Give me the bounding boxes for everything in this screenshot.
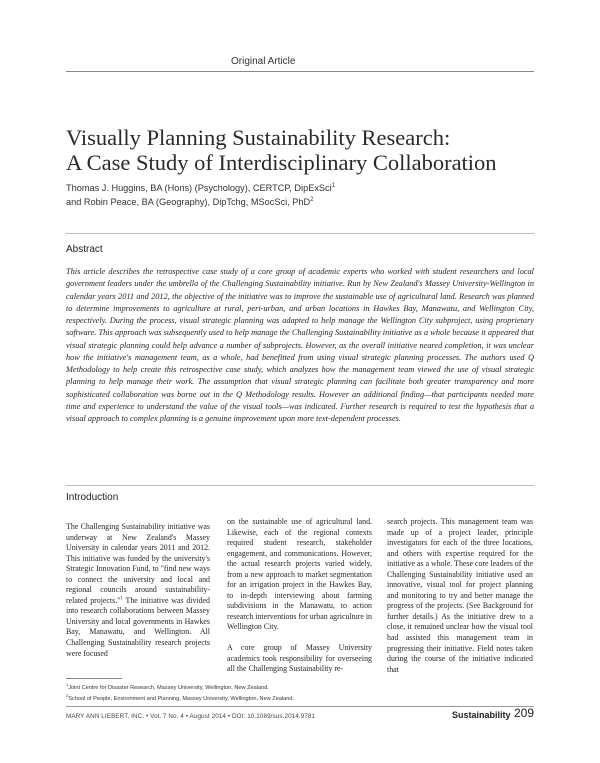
abstract-text: This article describes the retrospective case study of a core group of academic experts who worked with student researchers and local government leaders under the umbrella of the Challenging Sustainability initiative. Run by New Zealand's Massey University-Wellington in calendar years 2011 and 2012, the objective of the initiative was to improve the sustainable use of agricultural land. Research was planned to determine improvements to agriculture at rural, peri-urban, and urban locations in Hawkes Bay, Manawatu, and Wellington City, respectively. During the process, visual strategic planning was adapted to help manage the Wellington City subproject, using proprietary software. This approach was subsequently used to help manage the Challenging Sustainability initiative as a whole because it appeared that visual strategic planning could help advance a number of subprojects. However, as the overall initiative neared completion, it was unclear how the initiative's management team, as a whole, had benefitted from using visual strategic planning processes. The authors used Q Methodology to help create this retrospective case study, which analyzes how the management team viewed the use of visual strategic planning to help manage their work. The assumption that visual strategic planning can facilitate both greater transparency and more sophisticated collaboration was borne out in the Q Methodology results. However an additional finding—that participants needed more time and experience to understand the value of the visual tools—was indicated. Further research is required to test the hypothesis that a visual approach to complex planning is a genuine improvement upon more text-dependent processes. — [66, 267, 534, 423]
author-list — [66, 182, 546, 209]
body-paragraph: on the sustainable use of agricultural land. Likewise, each of the regional contexts required student research, stakeholder engagement, and communications. However, the actual research projects varied widely, from a new approach to market segmentation for an irrigation project in the Hawkes Bay, to in-depth interviewing about farming subdivisions in the Manawatu, to action research interventions for urban agriculture in Wellington City. — [227, 517, 372, 632]
abstract-divider — [66, 233, 534, 234]
footnote-2 — [66, 695, 536, 703]
footer-citation: MARY ANN LIEBERT, INC. • Vol. 7 No. 4 • August 2014 • DOI: 10.1089/sus.2014.9781 — [66, 713, 316, 720]
author-line-2: and Robin Peace, BA (Geography), DipTchg, MSocSci, PhD — [66, 196, 311, 207]
footnote-mark: 1 — [66, 682, 69, 688]
body-column-2 — [227, 517, 372, 675]
header-divider — [66, 71, 534, 72]
article-title-line-1: Visually Planning Sustainability Research: — [66, 125, 451, 150]
author-affiliation-mark-1: 1 — [331, 182, 336, 189]
footnote-1 — [66, 684, 536, 692]
body-paragraph — [66, 522, 210, 659]
body-column-3 — [387, 517, 533, 675]
article-title-line-2: A Case Study of Interdisciplinary Collaboration — [66, 150, 497, 175]
footnote-text: School of People, Environment and Planning, Massey University, Wellington, New Zealand. — [68, 696, 295, 702]
footnote-reference: 1 — [120, 596, 123, 602]
footnote-divider — [66, 678, 122, 679]
body-text: The initiative was divided into research collaborations between Massey University and local governments in Hawkes Bay, Manawatu, and Wellington. All Challenging Sustainability research projects were focused — [66, 595, 210, 658]
body-paragraph: search projects. This management team was made up of a project leader, principle investigators for each of the three locations, and others with expertise required for the initiative as a whole. These core leaders of the Challenging Sustainability initiative used an innovative, visual tool for project planning and monitoring to try and better manage the progress of the projects. (See Background for further details.) As the initiative drew to a close, it remained unclear how the visual tool had assisted this management team in progressing their initiative. Field notes taken during the course of the initiative indicated that — [387, 517, 533, 674]
article-type-label: Original Article — [231, 56, 296, 67]
author-line-1: Thomas J. Huggins, BA (Hons) (Psychology), CERTCP, DipExSci — [66, 183, 332, 193]
abstract-heading: Abstract — [66, 244, 103, 255]
introduction-heading: Introduction — [66, 492, 119, 503]
body-column-1 — [66, 522, 210, 659]
introduction-divider — [66, 485, 534, 486]
body-text: The Challenging Sustainability initiative was underway at New Zealand's Massey University in calendar years 2011 and 2012. This initiative was funded by the university's Strategic Innovation Fund, to "find new ways to connect the university and local and regional councils around sustainability-related projects." — [66, 522, 210, 605]
footnote-mark: 2 — [66, 693, 69, 699]
footer-divider — [66, 706, 534, 707]
body-paragraph: A core group of Massey University academics took responsibility for overseeing all the Challenging Sustainability re- — [227, 643, 372, 674]
page-number: 209 — [514, 706, 535, 720]
article-title — [66, 125, 546, 175]
footnote-text: Joint Centre for Disaster Research, Massey University, Wellington, New Zealand. — [68, 685, 269, 691]
footer-journal-name: Sustainability — [452, 710, 511, 720]
author-affiliation-mark-2: 2 — [310, 196, 314, 203]
